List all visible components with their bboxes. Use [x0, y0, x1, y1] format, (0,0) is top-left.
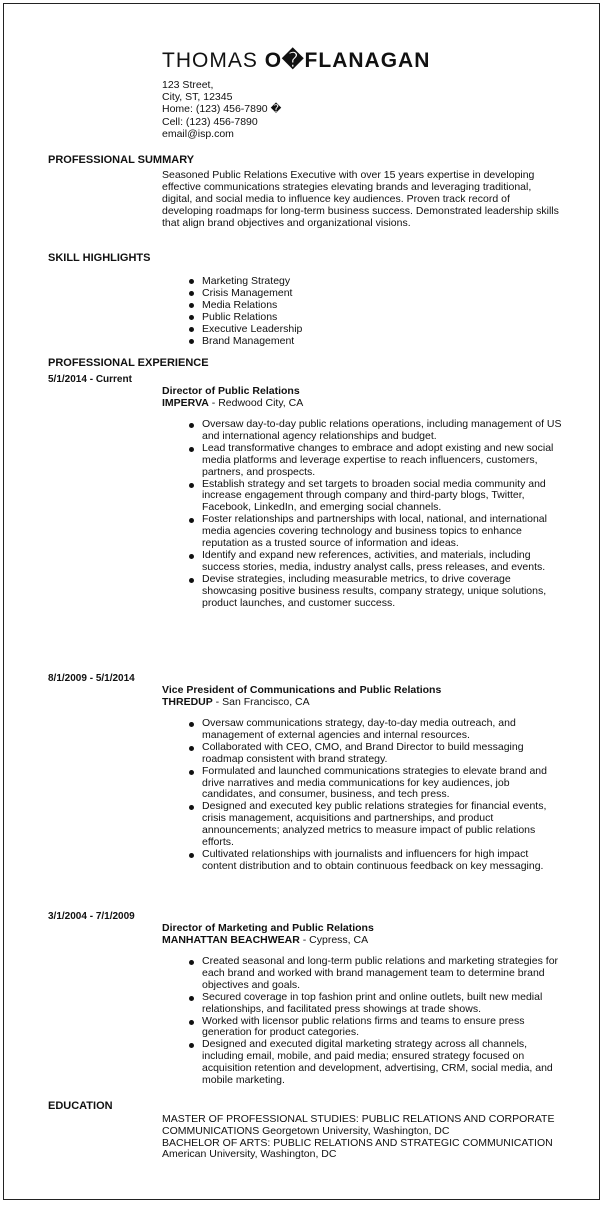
list-item: Establish strategy and set targets to broaden social media community and increase engagement through company and third-party blogs, Twitter, Facebook, LinkedIn, and emerging social channels.: [202, 479, 562, 515]
list-item: Worked with licensor public relations firms and teams to ensure press generation for product categories.: [202, 1016, 562, 1040]
job-company-line: [162, 934, 562, 946]
skills-list: [162, 275, 562, 347]
company-name: MANHATTAN BEACHWEAR: [162, 934, 300, 946]
address-line: 123 Street,: [162, 79, 214, 91]
list-item: Lead transformative changes to embrace and adopt existing and new social media platforms and leverage expertise to reach influencers, customers, partners, and prospects.: [202, 443, 562, 479]
candidate-name: [162, 48, 430, 73]
experience-heading: PROFESSIONAL EXPERIENCE: [48, 357, 209, 369]
job-bullets: [162, 956, 562, 1087]
list-item: Foster relationships and partnerships with local, national, and international media agencies covering technology and business topics to enhance reputation as a trusted source of information and ideas.: [202, 514, 562, 550]
job-entry: [162, 684, 562, 873]
job-dates: 3/1/2004 - 7/1/2009: [48, 911, 135, 922]
last-name: O�FLANAGAN: [264, 49, 431, 72]
list-item: Designed and executed digital marketing strategy across all channels, including email, mobile, and paid media; ensured strategy focused on acquisition retention and development, advertising, CRM, social media, and mobile marketing.: [202, 1039, 562, 1087]
company-name: THREDUP: [162, 696, 213, 708]
skills-heading: SKILL HIGHLIGHTS: [48, 252, 151, 264]
education-block: [162, 1114, 562, 1161]
job-title: Director of Public Relations: [162, 385, 300, 397]
job-dates: 8/1/2009 - 5/1/2014: [48, 673, 135, 684]
home-phone: Home: (123) 456-7890 �: [162, 103, 282, 116]
job-bullets: [162, 718, 562, 873]
list-item: Media Relations: [202, 299, 562, 311]
job-title: Director of Marketing and Public Relations: [162, 922, 374, 934]
first-name: THOMAS: [162, 49, 258, 72]
job-location: - San Francisco, CA: [212, 696, 310, 708]
job-company-line: [162, 397, 562, 409]
summary-heading: PROFESSIONAL SUMMARY: [48, 154, 195, 166]
list-item: Cultivated relationships with journalists and influencers for high impact content distribution and to obtain continuous feedback on key messaging.: [202, 849, 562, 873]
list-item: Oversaw day-to-day public relations operations, including management of US and international agency relationships and budget.: [202, 418, 562, 442]
list-item: Brand Management: [202, 335, 562, 347]
education-line: BACHELOR OF ARTS: PUBLIC RELATIONS AND STRATEGIC COMMUNICATION: [162, 1136, 553, 1149]
email: email@isp.com: [162, 127, 234, 140]
job-bullets: [162, 419, 562, 610]
list-item: Designed and executed key public relations strategies for financial events, crisis management, acquisitions and partnerships, and product announcements; analyzed metrics to measure impact of public relations efforts.: [202, 801, 562, 849]
job-title: Vice President of Communications and Public Relations: [162, 684, 442, 696]
list-item: Secured coverage in top fashion print and online outlets, built new medial relationships, and facilitated press showings at trade shows.: [202, 992, 562, 1016]
list-item: Devise strategies, including measurable metrics, to drive coverage showcasing positive business results, company strategy, unique solutions, product launches, and customer success.: [202, 574, 562, 610]
education-line: American University, Washington, DC: [162, 1148, 337, 1161]
education-line: MASTER OF PROFESSIONAL STUDIES: PUBLIC RELATIONS AND CORPORATE: [162, 1113, 555, 1125]
company-name: IMPERVA: [162, 397, 209, 409]
job-entry: [162, 922, 562, 1087]
list-item: Created seasonal and long-term public relations and marketing strategies for each brand and worked with brand management team to determine brand objectives and goals.: [202, 956, 562, 992]
list-item: Executive Leadership: [202, 323, 562, 335]
list-item: Identify and expand new references, activities, and materials, including success stories, media, industry analyst calls, press releases, and events.: [202, 550, 562, 574]
education-heading: EDUCATION: [48, 1100, 113, 1112]
contact-block: [162, 79, 281, 140]
job-entry: [162, 385, 562, 610]
cell-phone: Cell: (123) 456-7890: [162, 115, 258, 128]
job-location: - Cypress, CA: [299, 934, 369, 946]
city-line: City, ST, 12345: [162, 91, 233, 104]
job-location: - Redwood City, CA: [208, 397, 304, 409]
list-item: Public Relations: [202, 311, 562, 323]
list-item: Formulated and launched communications strategies to elevate brand and drive narratives and media communications for key audiences, job candidates, and consumer, business, and tech press.: [202, 766, 562, 802]
list-item: Collaborated with CEO, CMO, and Brand Director to build messaging roadmap consistent with brand strategy.: [202, 742, 562, 766]
resume-page: [3, 3, 600, 1200]
job-company-line: [162, 696, 562, 708]
list-item: Marketing Strategy: [202, 275, 562, 287]
summary-text: Seasoned Public Relations Executive with over 15 years expertise in developing effective communications strategies elevating brands and leveraging traditional, digital, and social media to influence key audiences. Proven track record of developing roadmaps for long-term business success. Demonstrated leadership skills that align brand objectives and organizational visions.: [162, 169, 559, 229]
list-item: Crisis Management: [202, 287, 562, 299]
list-item: Oversaw communications strategy, day-to-day media outreach, and management of external agencies and internal resources.: [202, 718, 562, 742]
job-dates: 5/1/2014 - Current: [48, 374, 132, 385]
education-line: COMMUNICATIONS Georgetown University, Washington, DC: [162, 1124, 450, 1137]
